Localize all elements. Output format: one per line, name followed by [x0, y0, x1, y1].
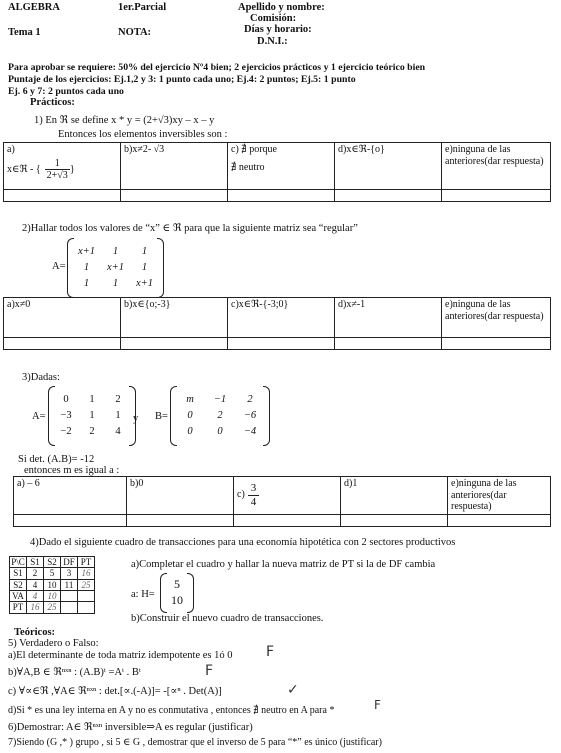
q1-option-b: b)x≠2- √3 [121, 143, 228, 190]
transactions-cell-3-4[interactable] [78, 591, 95, 602]
transactions-cell-4-1[interactable]: 16 [27, 602, 44, 613]
q3-answer-cell[interactable] [234, 514, 341, 526]
q5a-mark: F [266, 644, 275, 660]
schedule-label: Días y horario: [244, 24, 312, 35]
transactions-cell-1-4[interactable]: 16 [78, 568, 95, 579]
transactions-cell-4-0: PT [10, 602, 27, 613]
instructions-line3: Ej. 6 y 7: 2 puntos cada uno [8, 86, 124, 97]
transactions-cell-4-4[interactable] [78, 602, 95, 613]
q3-option-e: e)ninguna de las anteriores(dar respuesta) [448, 477, 551, 515]
q2-matrix-cell-2-1: 1 [112, 278, 119, 290]
q1-answer-cell[interactable] [121, 190, 228, 202]
q3-matrix-b-cell-2-0: 0 [187, 426, 193, 438]
q2-title: 2)Hallar todos los valores de “x” ∈ ℜ para que la siguiente matriz sea “regular” [22, 223, 358, 234]
q3-matrix-b-cell-1-1: 2 [217, 409, 223, 421]
q3-y-label: y [133, 413, 139, 424]
q6-text: 6)Demostrar: A∈ ℜⁿˣⁿ inversible⇒A es regular (justificar) [8, 722, 253, 733]
transactions-cell-0-1: S1 [27, 557, 44, 568]
q2-matrix-cell-0-0: x+1 [78, 245, 95, 257]
q3-matrix-b-cell-2-2: −4 [243, 426, 257, 438]
q2-option-c: c)x∈ℜ-{-3;0} [228, 298, 335, 338]
grade-label: NOTA: [118, 27, 152, 38]
transactions-cell-2-3[interactable]: 11 [61, 579, 78, 590]
q5c-text: c) ∀∝∈ℜ ,∀A∈ ℜⁿˣⁿ : det.[∝.(-A)]= -[∝ⁿ . Det(A)] [8, 686, 222, 697]
q3-option-a: a) – 6 [14, 477, 127, 515]
exam-title: 1er.Parcial [118, 2, 167, 13]
q1-answer-cell[interactable] [4, 190, 121, 202]
q1-answer-cell[interactable] [228, 190, 335, 202]
q3-matrix-a-cell-1-1: 1 [89, 409, 95, 421]
q3-option-c-fraction [248, 482, 260, 508]
q1-fraction-denominator: 2+√3 [46, 170, 68, 181]
q3-matrix-a-cell-0-2: 2 [115, 393, 121, 405]
q7-text: 7)Siendo (G ,* ) grupo , si 5 ∈ G , demostrar que el inverso de 5 para “*” es único (justificar) [8, 737, 382, 748]
instructions-line2: Puntaje de los ejercicios: Ej.1,2 y 3: 1 punto cada uno; Ej.4: 2 puntos; Ej.5: 1 punto [8, 74, 356, 85]
q3-option-c-label: c) [237, 489, 245, 501]
q2-option-e: e)ninguna de las anteriores(dar respuesta) [442, 298, 551, 338]
q3-matrix-a-cell-1-0: −3 [60, 409, 72, 421]
q1-option-a-label: a) [7, 144, 15, 155]
q3-matrix-a-cell-0-0: 0 [63, 393, 69, 405]
q4-h-cell-1-0: 10 [171, 593, 183, 607]
q3-matrix-b-cell-1-2: −6 [243, 409, 257, 421]
q2-matrix-cell-1-2: 1 [141, 261, 148, 273]
q3-matrix-a [48, 386, 139, 446]
transactions-cell-0-4: PT [78, 557, 95, 568]
q3-matrix-b-cell-0-1: −1 [213, 393, 227, 405]
q2-options-table [3, 297, 551, 350]
q1-title: 1) En ℜ se define x * y = (2+√3)xy – x – y [34, 115, 215, 126]
q2-matrix-cell-2-0: 1 [83, 278, 90, 290]
q3-matrix-a-label: A= [32, 411, 46, 422]
q3-title: 3)Dadas: [22, 372, 60, 383]
q2-matrix-cell-0-1: 1 [112, 245, 119, 257]
q1-option-c-line2: ∄ neutro [231, 161, 265, 173]
theory-title: Teóricos: [14, 627, 56, 638]
q1-option-c-line1: c) ∄ porque [231, 144, 277, 155]
q2-answer-cell[interactable] [335, 338, 442, 350]
transactions-cell-4-3[interactable] [61, 602, 78, 613]
q3-matrix-a-grid [55, 394, 129, 438]
q3-answer-cell[interactable] [127, 514, 234, 526]
q1-subtitle: Entonces los elementos inversibles son : [58, 129, 228, 140]
transactions-cell-4-2[interactable]: 25 [44, 602, 61, 613]
q3-fraction-numerator: 3 [250, 482, 257, 494]
q4-h-vector-grid [167, 578, 187, 608]
q5d-text: d)Si * es una ley interna en A y no es conmutativa , entonces ∄ neutro en A para * [8, 705, 335, 716]
q2-option-d: d)x≠-1 [335, 298, 442, 338]
transactions-cell-0-2: S2 [44, 557, 61, 568]
q4-h-label: a: H= [131, 589, 155, 600]
q4-h-vector [160, 573, 194, 613]
transactions-cell-3-1[interactable]: 4 [27, 591, 44, 602]
q5a-text: a)El determinante de toda matriz idempotente es 1ó 0 [8, 650, 233, 661]
q2-option-b: b)x∈{o;-3} [121, 298, 228, 338]
q3-option-b: b)0 [127, 477, 234, 515]
q5b-mark: F [205, 663, 214, 679]
q2-matrix-cell-1-0: 1 [83, 261, 90, 273]
practicos-heading: Prácticos: [30, 97, 75, 108]
dni-label: D.N.I.: [257, 36, 288, 47]
q1-option-d: d)x∈ℜ-{o} [335, 143, 442, 190]
name-label: Apellido y nombre: [238, 2, 325, 13]
q2-option-a: a)x≠0 [4, 298, 121, 338]
q1-option-a: a) x∈ℜ - { $\frac{1}{2+√3}$ } [4, 143, 121, 190]
q2-matrix [67, 238, 164, 298]
q5b-text: b)∀A,B ∈ ℜⁿˣⁿ : (A.B)ᵗ =Aᵗ . Bᵗ [8, 667, 141, 678]
q3-question: entonces m es igual a : [24, 465, 120, 476]
q1-fraction-numerator: 1 [54, 157, 60, 169]
q1-option-a-fraction [45, 158, 70, 182]
q1-option-a-text: x∈ℜ - { [7, 163, 41, 175]
q1-options-table [3, 142, 551, 202]
transactions-cell-1-3[interactable]: 3 [61, 568, 78, 579]
q1-option-c [228, 143, 335, 190]
q4-part-b: b)Construir el nuevo cuadro de transacciones. [131, 613, 324, 624]
transactions-cell-1-1[interactable]: 2 [27, 568, 44, 579]
q2-answer-cell[interactable] [228, 338, 335, 350]
q3-option-d: d)1 [341, 477, 448, 515]
q1-answer-cell[interactable] [335, 190, 442, 202]
q1-option-e: e)ninguna de las anteriores(dar respuesta) [442, 143, 551, 190]
q2-answer-cell[interactable] [4, 338, 121, 350]
transactions-cell-2-1[interactable]: 4 [27, 579, 44, 590]
transactions-cell-2-0: S2 [10, 579, 27, 590]
q3-matrix-a-cell-2-2: 4 [115, 426, 121, 438]
q3-matrix-b-cell-0-0: m [186, 393, 194, 405]
transactions-table [9, 556, 95, 614]
q3-matrix-b-cell-2-1: 0 [217, 426, 223, 438]
q5d-mark: F [374, 698, 381, 712]
q3-fraction-denominator: 4 [248, 495, 260, 509]
q3-matrix-a-cell-1-2: 1 [115, 409, 121, 421]
transactions-cell-1-0: S1 [10, 568, 27, 579]
q4-part-a: a)Completar el cuadro y hallar la nueva matriz de PT si la de DF cambia [131, 559, 436, 570]
q3-answer-cell[interactable] [341, 514, 448, 526]
q3-matrix-a-cell-2-1: 2 [89, 426, 95, 438]
q3-answer-cell[interactable] [448, 514, 551, 526]
q3-matrix-b-grid [177, 394, 263, 438]
subject-title: ALGEBRA [8, 2, 60, 13]
q2-matrix-cell-1-1: x+1 [107, 261, 124, 273]
q2-answer-cell[interactable] [442, 338, 551, 350]
transactions-cell-3-3[interactable] [61, 591, 78, 602]
q4-title: 4)Dado el siguiente cuadro de transacciones para una economía hipotética con 2 sectores productivos [30, 537, 456, 548]
q3-matrix-b-cell-1-0: 0 [187, 409, 193, 421]
q3-answer-cell[interactable] [14, 514, 127, 526]
transactions-cell-0-3: DF [61, 557, 78, 568]
q5-title: 5) Verdadero o Falso: [8, 638, 99, 649]
q3-matrix-b [170, 386, 270, 446]
commission-label: Comisión: [250, 13, 297, 24]
transactions-cell-1-2[interactable]: 5 [44, 568, 61, 579]
q3-matrix-b-cell-0-2: 2 [247, 393, 253, 405]
q2-matrix-grid [74, 246, 157, 290]
q3-option-c [234, 477, 341, 515]
instructions-line1: Para aprobar se requiere: 50% del ejercicio Nº4 bien; 2 ejercicios prácticos y 1 ejercicio teórico bien [8, 62, 426, 73]
q3-matrix-a-cell-0-1: 1 [89, 393, 95, 405]
theme-label: Tema 1 [8, 27, 41, 38]
q3-matrix-b-label: B= [155, 411, 168, 422]
q1-answer-cell[interactable] [442, 190, 551, 202]
q4-h-cell-0-0: 5 [174, 577, 180, 592]
q2-matrix-cell-2-2: x+1 [136, 278, 153, 290]
transactions-cell-2-2[interactable]: 10 [44, 579, 61, 590]
transactions-cell-3-0: VA [10, 591, 27, 602]
q2-answer-cell[interactable] [121, 338, 228, 350]
q2-matrix-label: A= [52, 261, 66, 272]
transactions-cell-2-4[interactable]: 25 [78, 579, 95, 590]
q3-options-table [13, 476, 551, 527]
q3-det-text: Si det. (A.B)= -12 [18, 454, 95, 465]
q3-matrix-a-cell-2-0: −2 [60, 426, 72, 438]
q2-matrix-cell-0-2: 1 [141, 245, 148, 257]
transactions-cell-3-2[interactable]: 10 [44, 591, 61, 602]
transactions-cell-0-0: P\C [11, 557, 25, 567]
q5c-mark: ✓ [287, 682, 299, 698]
